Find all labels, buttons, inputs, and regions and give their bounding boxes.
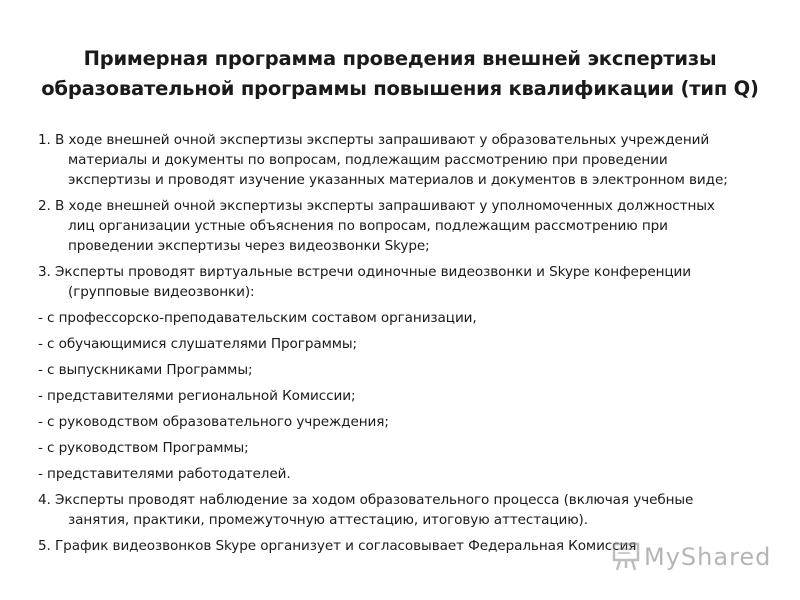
title-line-1: Примерная программа проведения внешней экспертизы <box>83 47 717 70</box>
list-item-4 <box>38 490 778 530</box>
title-line-2: образовательной программы повышения квалификации (тип Q) <box>41 77 759 100</box>
list-item-4-line-2: занятия, практики, промежуточную аттестацию, итоговую аттестацию). <box>68 512 588 528</box>
list-item-3-line-1: 3. Эксперты проводят виртуальные встречи одиночные видеозвонки и Skype конференции <box>38 264 692 280</box>
list-item-3-line-2: (групповые видеозвонки): <box>68 284 255 300</box>
dash-item-5: - с руководством образовательного учреждения; <box>38 414 389 430</box>
list-item-1-line-3: экспертизы и проводят изучение указанных материалов и документов в электронном виде; <box>68 172 728 188</box>
list-item-1-line-2: материалы и документы по вопросам, подлежащим рассмотрению при проведении <box>68 152 668 168</box>
dash-item-4: - представителями региональной Комиссии; <box>38 388 356 404</box>
list-item-2-line-3: проведении экспертизы через видеозвонки Skype; <box>68 238 430 254</box>
list-item-2-line-1: 2. В ходе внешней очной экспертизы эксперты запрашивают у уполномоченных должностных <box>38 198 715 214</box>
list-item-3 <box>38 262 778 302</box>
dash-item-3: - с выпускниками Программы; <box>38 362 253 378</box>
watermark-text: MyShared <box>644 543 772 571</box>
dash-item-2: - с обучающимися слушателями Программы; <box>38 336 357 352</box>
presentation-board-icon <box>612 542 640 572</box>
dash-item-6: - с руководством Программы; <box>38 440 249 456</box>
content-body <box>38 130 778 562</box>
list-item-4-line-1: 4. Эксперты проводят наблюдение за ходом образовательного процесса (включая учебные <box>38 492 694 508</box>
list-item-1-line-1: 1. В ходе внешней очной экспертизы эксперты запрашивают у образовательных учреждений <box>38 132 710 148</box>
dash-item-1: - с профессорско-преподавательским составом организации, <box>38 310 477 326</box>
list-item-2-line-2: лиц организации устные объяснения по вопросам, подлежащим рассмотрению при <box>68 218 668 234</box>
list-item-2 <box>38 196 778 256</box>
list-item-5-line-1: 5. График видеозвонков Skype организует и согласовывает Федеральная Комиссия <box>38 538 637 554</box>
watermark <box>612 540 771 574</box>
list-item-1 <box>38 130 778 190</box>
dash-item-7: - представителями работодателей. <box>38 466 291 482</box>
page-title <box>20 44 780 104</box>
